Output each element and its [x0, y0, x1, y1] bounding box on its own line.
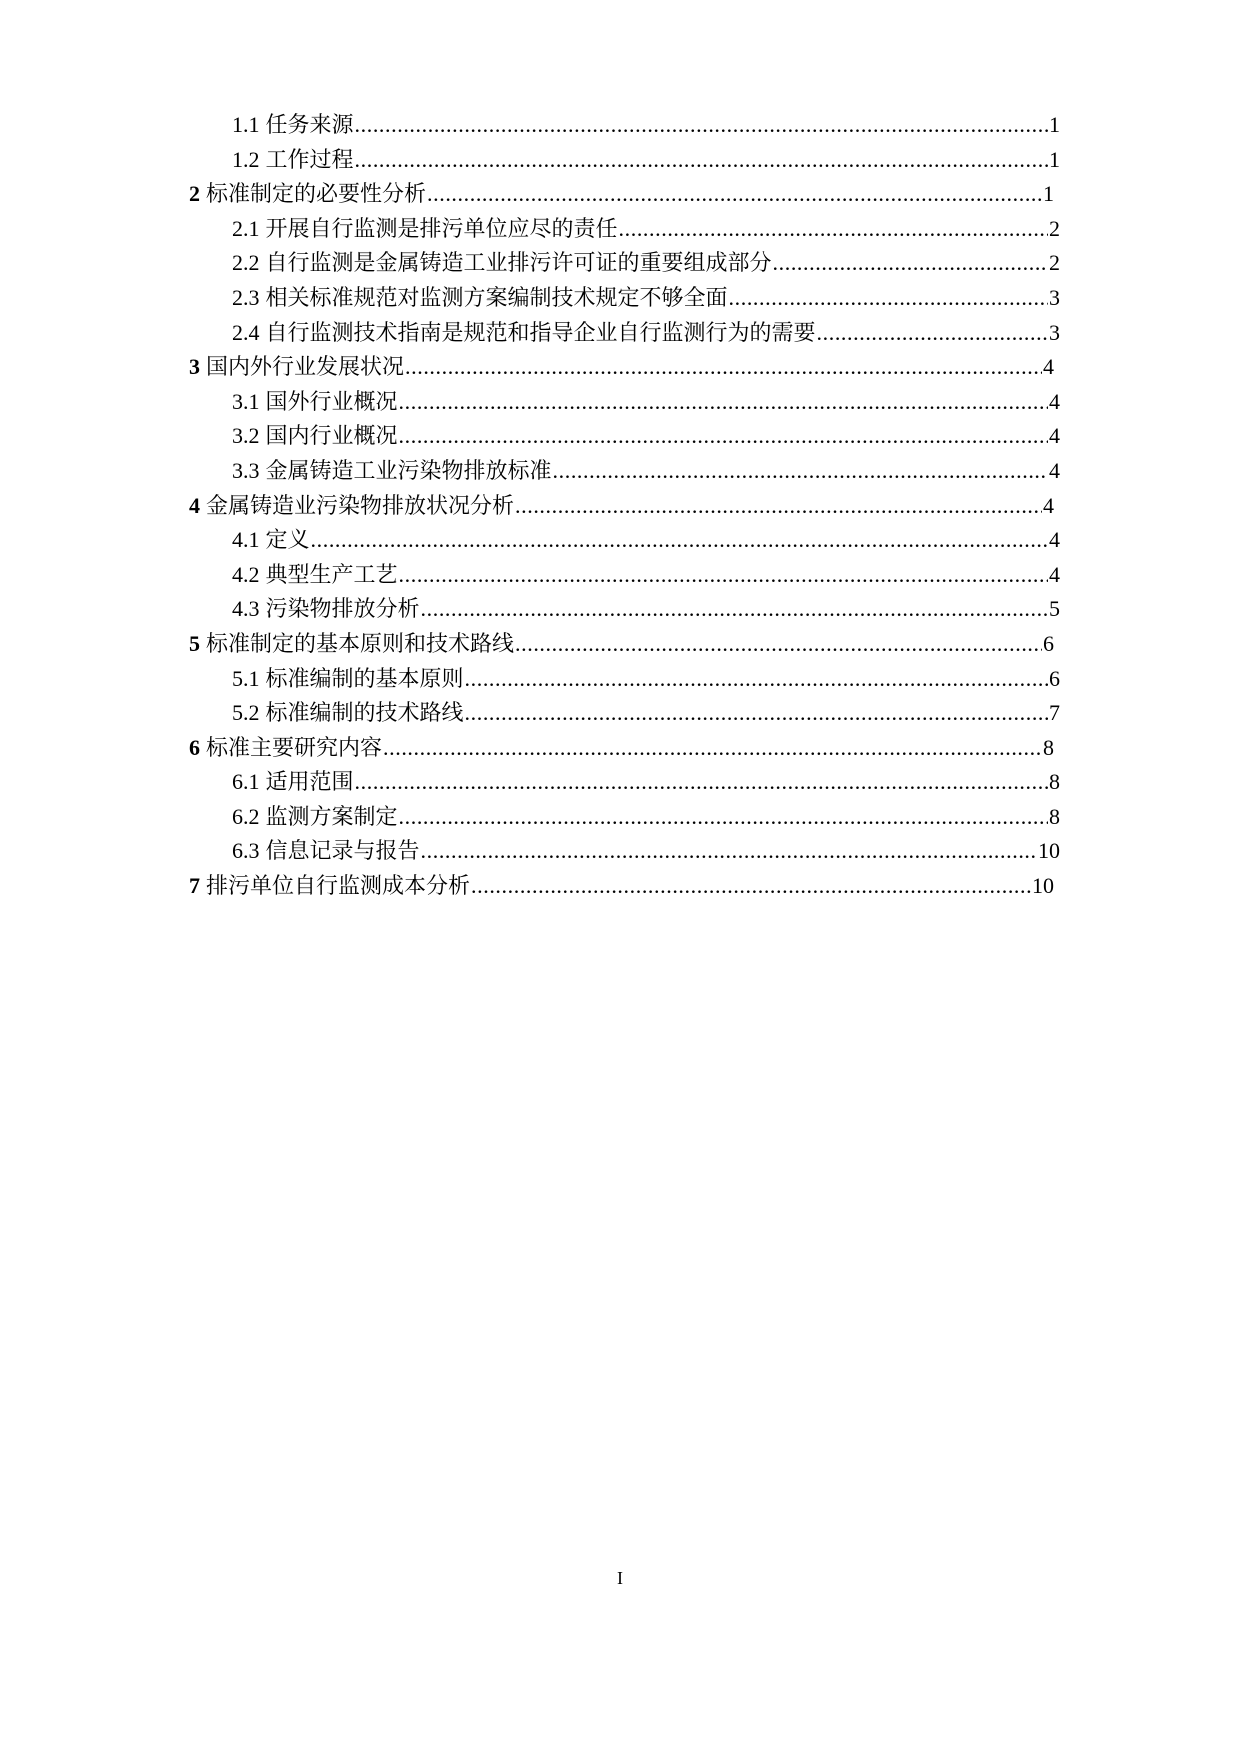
toc-entry-page: 1: [1049, 112, 1060, 137]
toc-entry-number: 6: [189, 734, 200, 760]
toc-entry-page: 4: [1049, 423, 1060, 449]
toc-entry-number: 4.2: [232, 561, 260, 587]
toc-entry-number: 2: [189, 181, 200, 207]
toc-entry-title: 典型生产工艺: [265, 562, 398, 588]
toc-entry-title: 排污单位自行监测成本分析: [206, 874, 471, 900]
toc-entry-title: 开展自行监测是排污单位应尽的责任: [265, 216, 618, 242]
toc-entry-title: 自行监测技术指南是规范和指导企业自行监测行为的需要: [265, 320, 816, 346]
toc-entry-title: 适用范围: [265, 770, 354, 796]
toc-entry-title: 标准主要研究内容: [206, 735, 383, 761]
toc-entry-number: 4.1: [232, 527, 260, 553]
toc-entry[interactable]: [0, 558, 1240, 593]
toc-entry-page: 1: [1049, 146, 1060, 172]
toc-dot-leader: [465, 662, 1048, 697]
toc-entry-title: 信息记录与报告: [265, 839, 420, 865]
toc-dot-leader: [355, 143, 1048, 178]
toc-entry-number: 7: [189, 873, 200, 899]
toc-entry-number: 3.2: [232, 423, 260, 449]
toc-entry-number: 2.4: [232, 319, 260, 345]
footer-page-number: I: [617, 1568, 623, 1588]
toc-entry[interactable]: [0, 592, 1240, 627]
toc-dot-leader: [427, 177, 1042, 212]
toc-entry-number: 3.1: [232, 388, 260, 414]
toc-entry-page: 2: [1049, 215, 1060, 241]
toc-entry-title: 相关标准规范对监测方案编制技术规定不够全面: [265, 285, 728, 311]
toc-dot-leader: [553, 454, 1048, 489]
toc-entry-title: 标准制定的基本原则和技术路线: [206, 631, 515, 657]
toc-entry-title: 标准编制的技术路线: [265, 701, 464, 727]
toc-entry[interactable]: [0, 419, 1240, 454]
toc-entry-title: 金属铸造业污染物排放状况分析: [206, 493, 515, 519]
toc-entry-number: 6.3: [232, 838, 260, 864]
toc-entry-title: 标准编制的基本原则: [265, 666, 464, 692]
toc-entry-number: 2.2: [232, 250, 260, 276]
toc-dot-leader: [773, 246, 1048, 281]
toc-dot-leader: [729, 281, 1048, 316]
toc-dot-leader: [515, 627, 1042, 662]
toc-entry[interactable]: [0, 731, 1240, 766]
toc-dot-leader: [399, 419, 1048, 454]
toc-entry-page: 3: [1049, 284, 1060, 310]
toc-entry-page: 4: [1049, 388, 1060, 414]
toc-entry-number: 5.2: [232, 700, 260, 726]
toc-entry-title: 任务来源: [265, 113, 354, 138]
toc-entry-page: 10: [1038, 838, 1060, 864]
toc-dot-leader: [399, 800, 1048, 835]
toc-entry-number: 1.2: [232, 146, 260, 172]
toc-entry-page: 4: [1049, 457, 1060, 483]
toc-dot-leader: [399, 385, 1048, 420]
toc-dot-leader: [355, 765, 1048, 800]
toc-entry-page: 1: [1043, 181, 1054, 207]
toc-entry[interactable]: [0, 454, 1240, 489]
toc-entry-number: 2.1: [232, 215, 260, 241]
toc-entry-number: 2.3: [232, 284, 260, 310]
toc-entry[interactable]: [0, 489, 1240, 524]
toc-entry-title: 污染物排放分析: [265, 597, 420, 623]
toc-entry-title: 工作过程: [265, 147, 354, 173]
toc-entry-page: 5: [1049, 596, 1060, 622]
toc-entry[interactable]: [0, 212, 1240, 247]
toc-dot-leader: [421, 592, 1048, 627]
toc-entry-title: 监测方案制定: [265, 804, 398, 830]
toc-dot-leader: [515, 489, 1042, 524]
toc-dot-leader: [355, 108, 1048, 143]
toc-dot-leader: [421, 834, 1037, 869]
toc-entry[interactable]: [0, 177, 1240, 212]
toc-entry-title: 标准制定的必要性分析: [206, 182, 427, 208]
toc-entry-page: 10: [1032, 873, 1054, 899]
toc-entry-page: 4: [1049, 561, 1060, 587]
toc-entry-page: 2: [1049, 250, 1060, 276]
toc-entry-page: 8: [1049, 803, 1060, 829]
toc-entry-title: 国内行业概况: [265, 424, 398, 450]
toc-entry[interactable]: [0, 143, 1240, 178]
toc-entry-page: 4: [1043, 492, 1054, 518]
toc-dot-leader: [383, 731, 1042, 766]
toc-entry-number: 4: [189, 492, 200, 518]
toc-dot-leader: [817, 316, 1048, 351]
toc-dot-leader: [619, 212, 1048, 247]
toc-entry[interactable]: [0, 834, 1240, 869]
toc-entry[interactable]: [0, 696, 1240, 731]
toc-entry[interactable]: [0, 627, 1240, 662]
toc-entry[interactable]: [0, 765, 1240, 800]
toc-entry[interactable]: [0, 869, 1240, 904]
toc-dot-leader: [311, 523, 1048, 558]
toc-entry[interactable]: [0, 281, 1240, 316]
toc-entry-title: 国内外行业发展状况: [206, 355, 405, 381]
toc-entry-page: 3: [1049, 319, 1060, 345]
toc-entry[interactable]: [0, 246, 1240, 281]
toc-entry-title: 定义: [265, 528, 310, 554]
toc-entry-page: 8: [1049, 769, 1060, 795]
toc-entry[interactable]: [0, 108, 1240, 143]
toc-dot-leader: [399, 558, 1048, 593]
toc-entry-number: 5.1: [232, 665, 260, 691]
toc-entry-number: 3.3: [232, 457, 260, 483]
toc-entry-page: 4: [1049, 527, 1060, 553]
toc-entry-number: 1.1: [232, 112, 260, 137]
toc-entry-number: 4.3: [232, 596, 260, 622]
toc-entry-title: 国外行业概况: [265, 389, 398, 415]
toc-dot-leader: [465, 696, 1048, 731]
toc-entry-page: 8: [1043, 734, 1054, 760]
toc-entry-page: 6: [1043, 630, 1054, 656]
toc-entry[interactable]: [0, 385, 1240, 420]
toc-entry-page: 6: [1049, 665, 1060, 691]
toc-entry-title: 金属铸造工业污染物排放标准: [265, 458, 552, 484]
toc-entry-number: 6.1: [232, 769, 260, 795]
toc-entry[interactable]: [0, 800, 1240, 835]
table-of-contents: [0, 108, 1240, 904]
toc-entry[interactable]: [0, 316, 1240, 351]
toc-entry[interactable]: [0, 523, 1240, 558]
toc-entry[interactable]: [0, 350, 1240, 385]
toc-entry-number: 5: [189, 630, 200, 656]
toc-entry-page: 7: [1049, 700, 1060, 726]
toc-entry-page: 4: [1043, 354, 1054, 380]
toc-entry-title: 自行监测是金属铸造工业排污许可证的重要组成部分: [265, 251, 772, 277]
toc-entry[interactable]: [0, 662, 1240, 697]
toc-dot-leader: [471, 869, 1031, 904]
toc-entry-number: 6.2: [232, 803, 260, 829]
toc-entry-number: 3: [189, 354, 200, 380]
toc-dot-leader: [405, 350, 1042, 385]
